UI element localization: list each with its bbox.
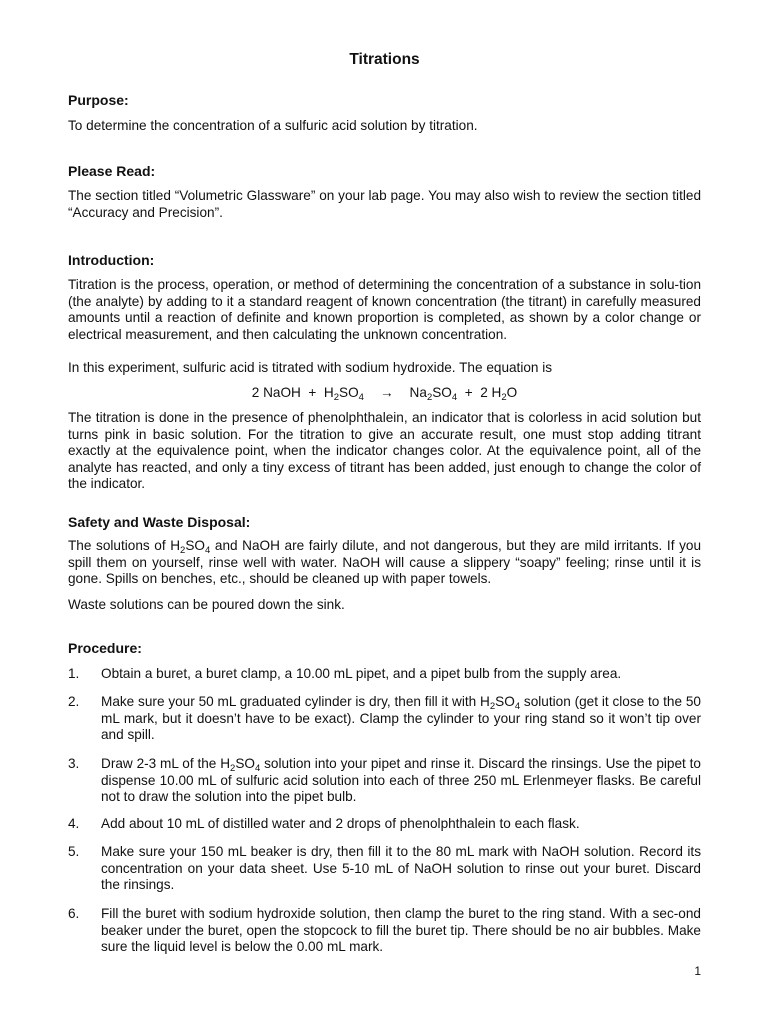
purpose-text: To determine the concentration of a sulfuric acid solution by titration. [68, 118, 478, 133]
step-text: Obtain a buret, a buret clamp, a 10.00 mL pipet, and a pipet bulb from the supply area. [101, 666, 622, 681]
step-number: 6. [68, 906, 80, 921]
chemical-equation: 2 NaOH + $H_2SO_4 \to Na_2SO_4 + 2$ $H_2O$ [251, 385, 518, 403]
step-number: 5. [68, 844, 80, 859]
please-read-heading: Please Read: [68, 163, 156, 179]
safety-paragraph-1: The solutions of $H_2SO_4$ and NaOH are fairly dilute, and not dangerous, but they are mild irritants. If you spill them on yourself, rinse well with water. NaOH will cause a slippery “soapy” feeling; rinse until it is gone. Spills on benches, etc., should be cleaned up with paper towels. [68, 538, 701, 586]
step-number: 1. [68, 666, 80, 681]
step-text: Fill the buret with sodium hydroxide solution, then clamp the buret to the ring stand. With a sec-ond beaker under the buret, open the stopcock to fill the buret tip. There should be no air bubbles. Make sure the liquid level is below the 0.00 mL mark. [101, 906, 701, 954]
introduction-heading: Introduction: [68, 252, 155, 268]
step-number: 3. [68, 756, 80, 771]
page-number: 1 [694, 964, 701, 978]
introduction-paragraph-1: Titration is the process, operation, or method of determining the concentration of a substance in solu-tion (the analyte) by adding to it a standard reagent of known concentration (the titrant) in carefully measured amounts until a reaction of definite and known proportion is completed, as shown by a color change or electrical measurement, and then calculating the unknown concentration. [68, 277, 701, 342]
step-number: 4. [68, 816, 80, 831]
introduction-paragraph-3: The titration is done in the presence of phenolphthalein, an indicator that is colorless in acid solution but turns pink in basic solution. For the titration to give an accurate result, one must stop adding titrant exactly at the equivalence point, when the indicator changes color. At the equivalence point, all of the analyte has reacted, and only a tiny excess of titrant has been added, just enough to change the color of the indicator. [68, 410, 701, 491]
step-number: 2. [68, 694, 80, 709]
purpose-heading: Purpose: [68, 92, 129, 108]
step-text: Make sure your 150 mL beaker is dry, then fill it to the 80 mL mark with NaOH solution. Record its concentration on your data sheet. Use 5-10 mL of NaOH solution to rinse out your buret. Discard the rinsings. [101, 844, 701, 892]
step-text: Make sure your 50 mL graduated cylinder is dry, then fill it with $H_2SO_4$ solution (get it close to the 50 mL mark, but it doesn’t have to be exact). Clamp the cylinder to your ring stand so it won’t tip over and spill. [101, 694, 701, 742]
document-page [68, 0, 701, 1024]
procedure-heading: Procedure: [68, 640, 142, 656]
please-read-text: The section titled “Volumetric Glassware” on your lab page. You may also wish to review the section titled “Accuracy and Precision”. [68, 188, 701, 220]
step-text: Draw 2-3 mL of the $H_2SO_4$ solution into your pipet and rinse it. Discard the rinsings. Use the pipet to dispense 10.00 mL of sulfuric acid solution into each of three 250 mL Erlenmeyer flasks. Be careful not to draw the solution into the pipet bulb. [101, 756, 701, 804]
step-text: Add about 10 mL of distilled water and 2 drops of phenolphthalein to each flask. [101, 816, 580, 831]
safety-heading: Safety and Waste Disposal: [68, 514, 251, 530]
introduction-paragraph-2: In this experiment, sulfuric acid is titrated with sodium hydroxide. The equation is [68, 360, 553, 375]
reaction-arrow: → [379, 385, 394, 400]
page-title: Titrations [349, 51, 420, 68]
safety-paragraph-2: Waste solutions can be poured down the sink. [68, 597, 345, 612]
